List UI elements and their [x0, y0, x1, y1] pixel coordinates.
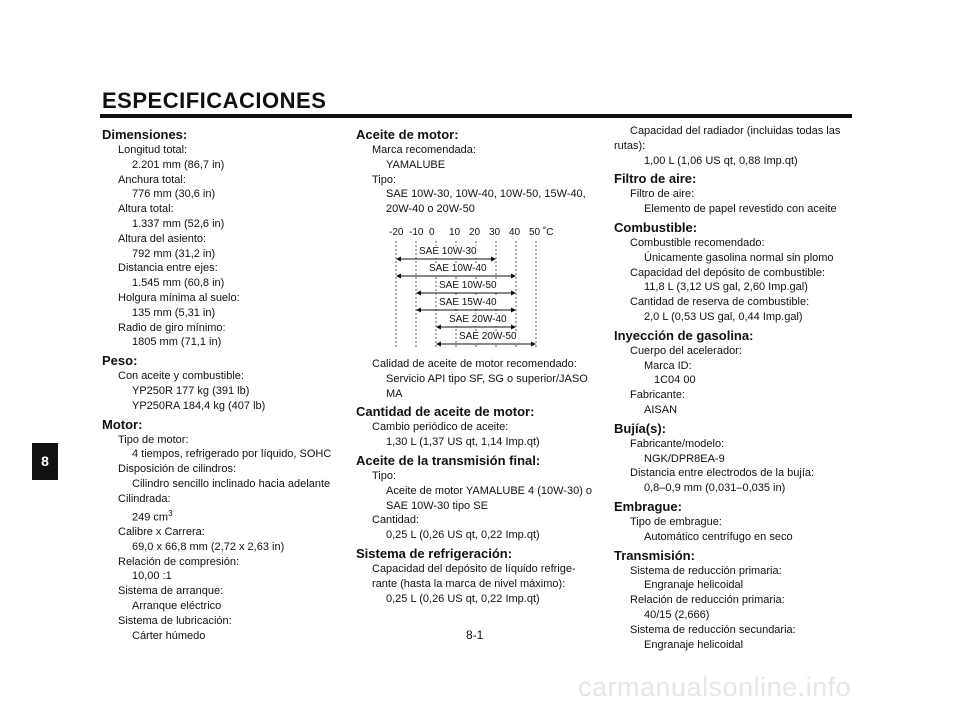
spec-value: Cárter húmedo — [132, 629, 206, 642]
spec-value: 11,8 L (3,12 US gal, 2,60 Imp.gal) — [644, 281, 808, 294]
spec-value: YP250R 177 kg (391 lb) — [132, 384, 250, 397]
spec-label: rutas): — [614, 139, 646, 152]
spec-label: rante (hasta la marca de nivel máximo): — [372, 577, 566, 590]
spec-value: NGK/DPR8EA-9 — [644, 452, 725, 465]
spec-value: 1C04 00 — [654, 374, 696, 387]
spec-label: Cilindrada: — [118, 492, 171, 505]
range-arrowhead — [491, 256, 496, 261]
spec-value: Aceite de motor YAMALUBE 4 (10W-30) o — [386, 484, 593, 497]
spec-label: Filtro de aire: — [630, 188, 695, 201]
spec-label: Anchura total: — [118, 173, 186, 186]
spec-column-2 — [356, 124, 608, 606]
spec-label: Calibre x Carrera: — [118, 525, 205, 538]
spec-value: 0,8–0,9 mm (0,031–0,035 in) — [644, 482, 786, 495]
range-arrowhead — [416, 290, 421, 295]
spec-value: 1.337 mm (52,6 in) — [132, 217, 225, 230]
title-rule — [100, 114, 852, 118]
spec-value: SAE 10W-30, 10W-40, 10W-50, 15W-40, — [386, 188, 586, 201]
spec-value: 1,30 L (1,37 US qt, 1,14 Imp.qt) — [386, 436, 540, 449]
spec-label: Cantidad de reserva de combustible: — [630, 296, 810, 309]
range-arrowhead — [511, 324, 516, 329]
spec-label: Cuerpo del acelerador: — [630, 344, 742, 357]
spec-value: Cilindro sencillo inclinado hacia adelante — [132, 477, 331, 490]
range-arrowhead — [511, 307, 516, 312]
spec-value: 10,00 :1 — [132, 570, 172, 583]
spec-label: Holgura mínima al suelo: — [118, 291, 240, 304]
tick-label: 20 — [469, 226, 481, 238]
spec-label: Cantidad: — [372, 514, 420, 527]
tick-label: 50 ˚C — [529, 226, 554, 238]
heading-bujias: Bujía(s): — [614, 420, 666, 436]
heading-peso: Peso: — [102, 353, 138, 369]
page-title: ESPECIFICACIONES — [102, 88, 327, 113]
range-label: SAE 20W-40 — [449, 313, 507, 325]
spec-value: 135 mm (5,31 in) — [132, 306, 216, 319]
tick-label: 10 — [449, 226, 461, 238]
range-label: SAE 20W-50 — [459, 330, 517, 342]
spec-label: Calidad de aceite de motor recomendado: — [372, 357, 577, 370]
range-arrowhead — [511, 290, 516, 295]
cilindrada-exponent: 3 — [168, 508, 173, 518]
tick-label: 30 — [489, 226, 501, 238]
spec-value: AISAN — [644, 403, 678, 416]
spec-value: Elemento de papel revestido con aceite — [644, 203, 837, 216]
oil-viscosity-chart — [356, 217, 608, 357]
spec-label: Fabricante: — [630, 389, 686, 402]
spec-value: 0,25 L (0,26 US qt, 0,22 Imp.qt) — [386, 592, 540, 605]
spec-value: Engranaje helicoidal — [644, 579, 744, 592]
range-label: SAE 10W-50 — [439, 279, 497, 291]
chapter-tab: 8 — [32, 443, 58, 480]
spec-label: Con aceite y combustible: — [118, 370, 244, 383]
spec-value: 2.201 mm (86,7 in) — [132, 158, 225, 171]
spec-value: 1805 mm (71,1 in) — [132, 336, 222, 349]
spec-label: Marca recomendada: — [372, 144, 476, 156]
heading-inyeccion: Inyección de gasolina: — [614, 327, 754, 343]
spec-column-1 — [102, 124, 347, 643]
tick-label: 0 — [429, 226, 435, 238]
spec-value: 1.545 mm (60,8 in) — [132, 277, 225, 290]
spec-label: Marca ID: — [644, 359, 692, 372]
spec-value: Arranque eléctrico — [132, 599, 222, 612]
heading-refrigeracion: Sistema de refrigeración: — [356, 545, 513, 561]
spec-label: Tipo de motor: — [118, 433, 189, 446]
range-label: SAE 15W-40 — [439, 296, 497, 308]
range-arrowhead — [531, 341, 536, 346]
spec-label: Disposición de cilindros: — [118, 463, 236, 476]
heading-dimensiones: Dimensiones: — [102, 127, 188, 142]
spec-label: Distancia entre ejes: — [118, 262, 218, 275]
tick-label: -10 — [409, 226, 424, 238]
range-label: SAE 10W-40 — [429, 262, 487, 274]
range-arrowhead — [416, 307, 421, 312]
tick-label: -20 — [389, 226, 404, 238]
spec-value: 2,0 L (0,53 US gal, 0,44 Imp.gal) — [644, 310, 803, 323]
range-arrowhead — [396, 273, 401, 278]
spec-label: Longitud total: — [118, 144, 188, 156]
spec-value: 40/15 (2,666) — [644, 608, 710, 621]
spec-value: MA — [386, 387, 403, 400]
spec-label: Capacidad del radiador (incluidas todas las — [630, 125, 841, 137]
heading-cantidad-aceite: Cantidad de aceite de motor: — [356, 404, 535, 420]
spec-label: Tipo: — [372, 469, 397, 482]
range-label: SAE 10W-30 — [419, 245, 477, 257]
spec-value: 776 mm (30,6 in) — [132, 188, 216, 201]
range-arrowhead — [396, 256, 401, 261]
spec-value: SAE 10W-30 tipo SE — [386, 499, 488, 512]
spec-label: Sistema de reducción primaria: — [630, 564, 782, 577]
spec-value: Automático centrífugo en seco — [644, 530, 793, 543]
spec-value: 20W-40 o 20W-50 — [386, 203, 475, 216]
range-arrowhead — [511, 273, 516, 278]
heading-aceite-motor: Aceite de motor: — [356, 127, 459, 142]
spec-label: Capacidad del depósito de combustible: — [630, 266, 826, 279]
spec-value: 1,00 L (1,06 US qt, 0,88 Imp.qt) — [644, 154, 798, 167]
spec-column-3 — [614, 124, 860, 652]
heading-filtro-aire: Filtro de aire: — [614, 171, 697, 187]
page-number: 8-1 — [466, 628, 484, 642]
spec-label: Altura del asiento: — [118, 232, 207, 245]
heading-combustible: Combustible: — [614, 219, 698, 235]
spec-value: YP250RA 184,4 kg (407 lb) — [132, 399, 266, 412]
spec-value: YAMALUBE — [386, 158, 446, 171]
spec-label: Fabricante/modelo: — [630, 437, 725, 450]
spec-value: Engranaje helicoidal — [644, 638, 744, 651]
spec-label: Radio de giro mínimo: — [118, 321, 226, 334]
spec-value: 69,0 x 66,8 mm (2,72 x 2,63 in) — [132, 540, 285, 553]
heading-motor: Motor: — [102, 416, 143, 432]
spec-value: Servicio API tipo SF, SG o superior/JASO — [386, 372, 588, 385]
spec-label: Sistema de arranque: — [118, 585, 224, 598]
spec-label: Sistema de reducción secundaria: — [630, 623, 796, 636]
spec-label: Relación de compresión: — [118, 555, 240, 568]
cilindrada-value: 249 cm — [132, 511, 169, 524]
spec-label: Sistema de lubricación: — [118, 614, 232, 627]
spec-value: Únicamente gasolina normal sin plomo — [644, 251, 834, 264]
spec-label: Altura total: — [118, 203, 174, 216]
heading-aceite-transmision: Aceite de la transmisión final: — [356, 452, 541, 468]
heading-transmision: Transmisión: — [614, 547, 695, 563]
spec-label: Tipo de embrague: — [630, 515, 722, 528]
spec-value — [102, 507, 347, 525]
spec-label: Cambio periódico de aceite: — [372, 421, 509, 434]
spec-value: 0,25 L (0,26 US qt, 0,22 Imp.qt) — [386, 529, 540, 542]
spec-label: Combustible recomendado: — [630, 236, 765, 249]
spec-label: Distancia entre electrodos de la bujía: — [630, 467, 815, 480]
heading-embrague: Embrague: — [614, 498, 682, 514]
range-arrowhead — [436, 341, 441, 346]
spec-label: Relación de reducción primaria: — [630, 594, 785, 607]
tick-label: 40 — [509, 226, 521, 238]
spec-value: 792 mm (31,2 in) — [132, 247, 216, 260]
spec-value: 4 tiempos, refrigerado por líquido, SOHC — [132, 448, 332, 461]
range-arrowhead — [436, 324, 441, 329]
spec-label: Capacidad del depósito de líquido refrige- — [372, 562, 576, 575]
spec-label: Tipo: — [372, 173, 397, 186]
watermark: carmanualsonline.info — [578, 672, 852, 702]
